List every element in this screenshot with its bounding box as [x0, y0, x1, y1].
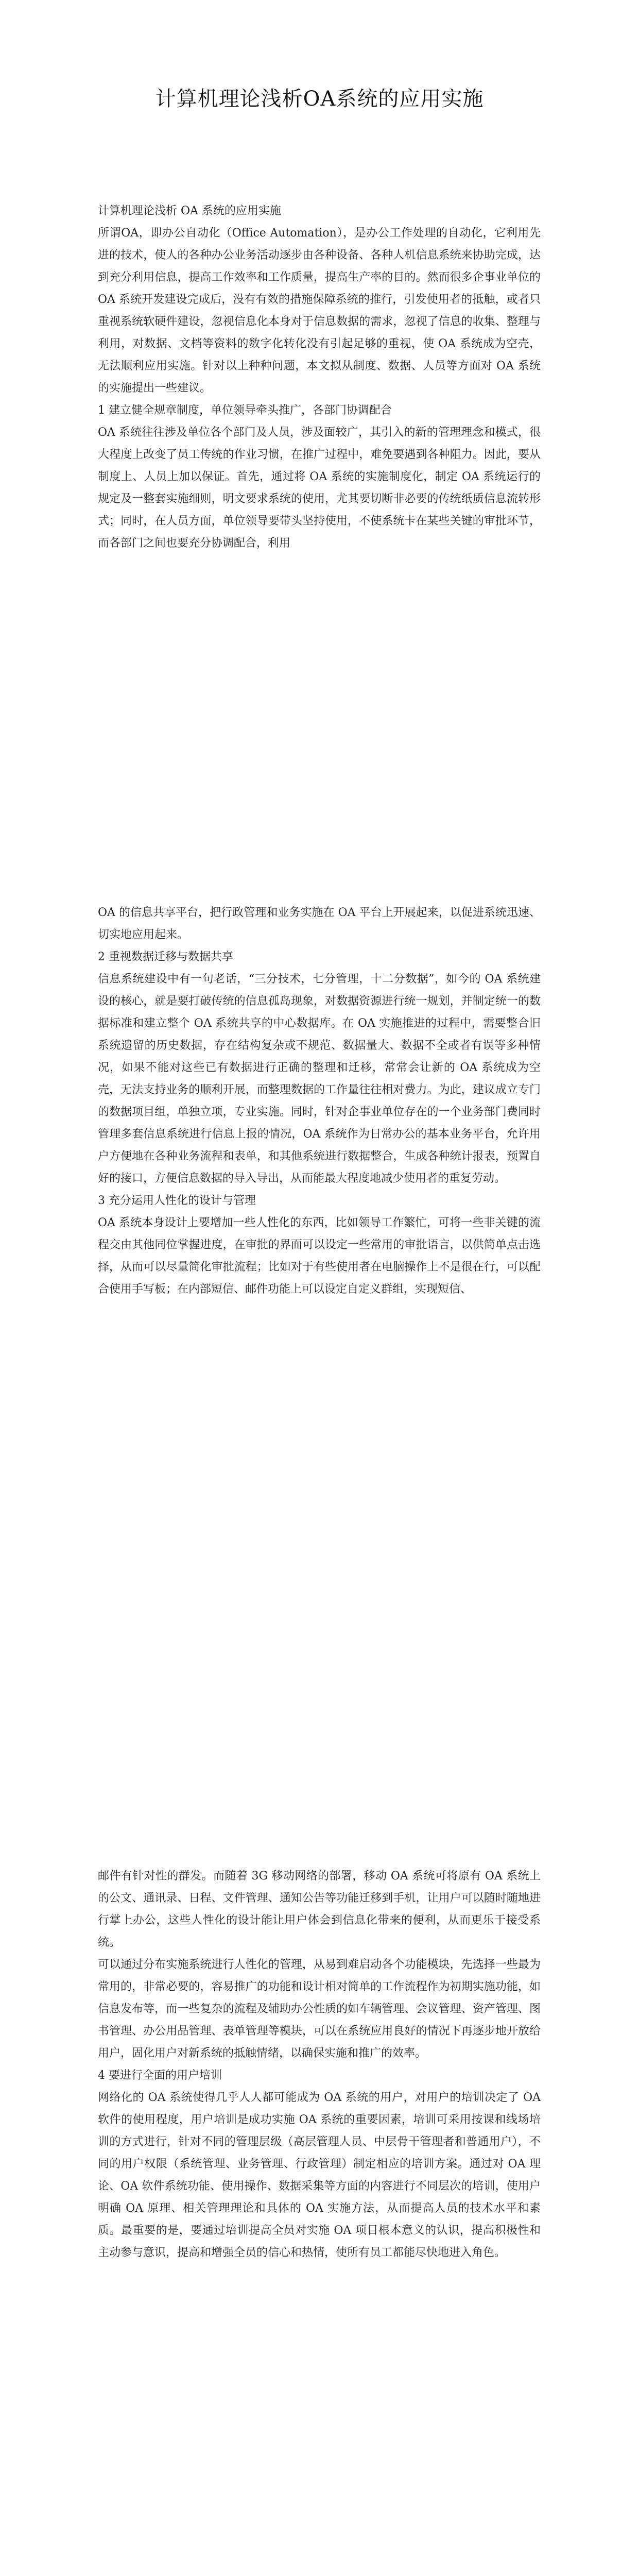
document-title: 计算机理论浅析OA系统的应用实施 — [155, 87, 484, 111]
section-1-paragraph-2: OA 的信息共享平台，把行政管理和业务实施在 OA 平台上开展起来，以促进系统迅速、切实地应用起来。 — [98, 906, 541, 941]
intro-paragraph: 所谓OA，即办公自动化（Office Automation），是办公工作处理的自动化，它利用先进的技术，使人的各种办公业务活动逐步由各种设备、各种人机信息系统来协助完成，达到充分利用信息，提高工作效率和工作质量，提高生产率的目的。然而很多企事业单位的 OA 系统开发建设完成后，没有有效的措施保障系统的推行，引发使用者的抵触，或者只重视系统软硬件建设，忽视信息化本身对于信息数据的需求，忽视了信息的收集、整理与利用，对数据、文档等资料的数字化转化没有引起足够的重视，使 OA 系统成为空壳，无法顺利应用实施。针对以上种种问题，本文拟从制度、数据、人员等方面对 OA 系统的实施提出一些建议。 — [98, 227, 541, 395]
section-3-paragraph-3: 可以通过分布实施系统进行人性化的管理，从易到难启动各个功能模块，先选择一些最为常用的，非常必要的，容易推广的功能和设计相对简单的工作流程作为初期实施功能，如信息发布等，而一些复杂的流程及辅助办公性质的如车辆管理、会议管理、资产管理、图书管理、办公用品管理、表单管理等模块，可以在系统应用良好的情况下再逐步地开放给用户，固化用户对新系统的抵触情绪，以确保实施和推广的效率。 — [98, 1958, 541, 2060]
section-1-paragraph-1: OA 系统往往涉及单位各个部门及人员，涉及面较广，其引入的新的管理理念和模式，很大程度上改变了员工传统的作业习惯，在推广过程中，难免要遇到各种阻力。因此，要从制度上、人员上加以保证。首先，通过将 OA 系统的实施制度化，制定 OA 系统运行的规定及一整套实施细则，明文要求系统的使用，尤其要切断非必要的传统纸质信息流转形式；同时，在人员方面，单位领导要带头坚持使用，不使系统卡在某些关键的审批环节，而各部门之间也要充分协调配合，利用 — [98, 426, 541, 550]
document-subtitle: 计算机理论浅析 OA 系统的应用实施 — [98, 205, 281, 217]
section-3-4-block — [98, 1865, 541, 2264]
section-4-heading: 4 要进行全面的用户培训 — [98, 2069, 222, 2082]
section-3-paragraph-2: 邮件有针对性的群发。而随着 3G 移动网络的部署，移动 OA 系统可将原有 OA 系统上的公文、通讯录、日程、文件管理、通知公告等功能迁移到手机，让用户可以随时随地进行掌上办公，这些人性化的设计能让用户体会到信息化带来的便利，从而更乐于接受系统。 — [98, 1870, 541, 1949]
section-3-heading: 3 充分运用人性化的设计与管理 — [98, 1194, 256, 1207]
section-2-heading: 2 重视数据迁移与数据共享 — [98, 951, 233, 963]
intro-section — [98, 200, 541, 554]
section-2-paragraph-1: 信息系统建设中有一句老话，“三分技术，七分管理，十二分数据”，如今的 OA 系统建设的核心，就是要打破传统的信息孤岛现象，对数据资源进行统一规划，并制定统一的数据标准和建立整个 OA 系统共享的中心数据库。在 OA 实施推进的过程中，需要整合旧系统遗留的历史数据，存在结构复杂或不规范、数据量大、数据不全或者有误等多种情况，如果不能对这些已有数据进行正确的整理和迁移，常常会让新的 OA 系统成为空壳，无法支持业务的顺利开展，而整理数据的工作量往往相对费力。为此，建议成立专门的数据项目组，单独立项，专业实施。同时，针对企事业单位存在的一个业务部门费同时管理多套信息系统进行信息上报的情况，OA 系统作为日常办公的基本业务平台，允许用户方便地在各种业务流程和表单，和其他系统进行数据整合，生成各种统计报表，预置自好的接口，方便信息数据的导入导出，从而能最大程度地减少使用者的重复劳动。 — [98, 973, 541, 1185]
section-1-heading: 1 建立健全规章制度，单位领导牵头推广，各部门协调配合 — [98, 404, 392, 417]
section-4-paragraph-1: 网络化的 OA 系统使得几乎人人都可能成为 OA 系统的用户，对用户的培训决定了 OA 软件的使用程度，用户培训是成功实施 OA 系统的重要因素，培训可采用按课和线场培训的方式进行，针对不同的管理层级（高层管理人员、中层骨干管理者和普通用户），不同的用户权限（系统管理、业务管理、行政管理）制定相应的培训方案。通过对 OA 理论、OA 软件系统功能、使用操作、数据采集等方面的内容进行不同层次的培训，使用户明确 OA 原理、相关管理理论和具体的 OA 实施方法，从而提高人员的技术水平和素质。最重要的是，要通过培训提高全员对实施 OA 项目根本意义的认识，提高积极性和主动参与意识，提高和增强全员的信心和热情，使所有员工都能尽快地进入角色。 — [98, 2091, 541, 2259]
section-3-paragraph-1: OA 系统本身设计上要增加一些人性化的东西，比如领导工作繁忙，可将一些非关键的流程交由其他同位掌握进度，在审批的界面可以设定一些常用的审批语言，以供简单点击选择，从而可以尽量简化审批流程；比如对于有些使用者在电脑操作上不是很在行，可以配合使用手写板；在内部短信、邮件功能上可以设定自定义群组，实现短信、 — [98, 1216, 541, 1296]
section-1-2-3-block — [98, 902, 541, 1300]
